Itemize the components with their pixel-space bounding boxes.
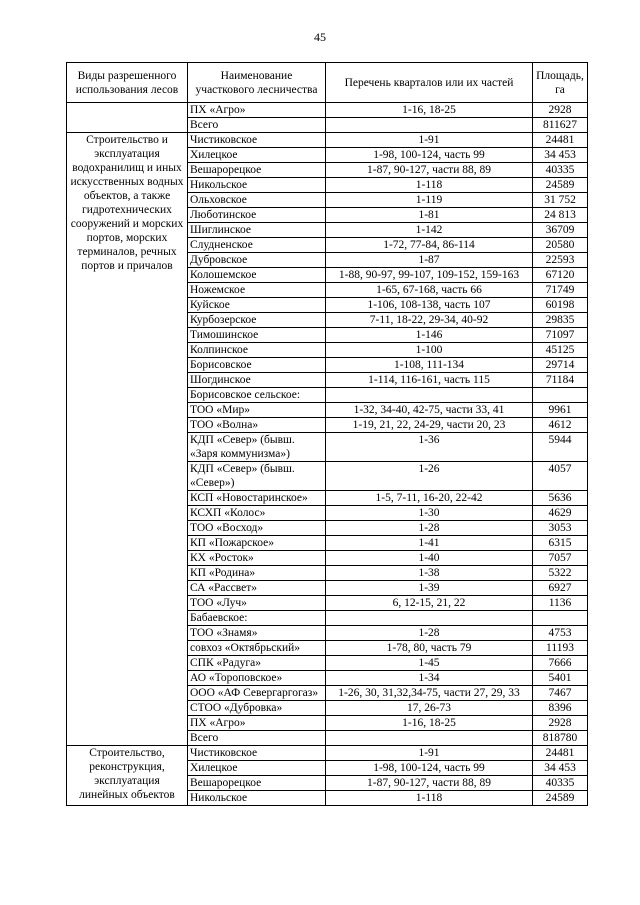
quarters-cell: 1-16, 18-25 xyxy=(326,716,533,731)
forestry-name-cell: КДП «Север» (бывш. «Север») xyxy=(188,462,326,491)
forestry-name-cell: КХ «Росток» xyxy=(188,551,326,566)
area-cell: 22593 xyxy=(533,253,588,268)
area-cell: 20580 xyxy=(533,238,588,253)
quarters-cell: 1-65, 67-168, часть 66 xyxy=(326,283,533,298)
quarters-cell: 1-34 xyxy=(326,671,533,686)
area-cell: 24481 xyxy=(533,746,588,761)
quarters-cell: 1-142 xyxy=(326,223,533,238)
forestry-name-cell: Курбозерское xyxy=(188,313,326,328)
area-cell: 4753 xyxy=(533,626,588,641)
quarters-cell: 1-98, 100-124, часть 99 xyxy=(326,148,533,163)
area-cell: 34 453 xyxy=(533,148,588,163)
quarters-cell: 1-118 xyxy=(326,791,533,806)
forestry-name-cell: Шогдинское xyxy=(188,373,326,388)
area-cell: 8396 xyxy=(533,701,588,716)
area-cell: 40335 xyxy=(533,163,588,178)
forestry-name-cell: КП «Родина» xyxy=(188,566,326,581)
header-use-types: Виды разрешенного использования лесов xyxy=(67,63,188,103)
quarters-cell xyxy=(326,611,533,626)
area-cell: 60198 xyxy=(533,298,588,313)
area-cell: 7666 xyxy=(533,656,588,671)
quarters-cell: 1-36 xyxy=(326,433,533,462)
forestry-name-cell: Никольское xyxy=(188,791,326,806)
area-cell: 40335 xyxy=(533,776,588,791)
area-cell: 71184 xyxy=(533,373,588,388)
forestry-name-cell: АО «Тороповское» xyxy=(188,671,326,686)
quarters-cell: 1-88, 90-97, 99-107, 109-152, 159-163 xyxy=(326,268,533,283)
area-cell: 4612 xyxy=(533,418,588,433)
table-row xyxy=(67,746,588,761)
forest-use-table xyxy=(66,62,588,806)
area-cell: 6315 xyxy=(533,536,588,551)
quarters-cell: 1-5, 7-11, 16-20, 22-42 xyxy=(326,491,533,506)
quarters-cell: 1-108, 111-134 xyxy=(326,358,533,373)
quarters-cell: 1-119 xyxy=(326,193,533,208)
forestry-name-cell: Борисовское xyxy=(188,358,326,373)
quarters-cell: 1-39 xyxy=(326,581,533,596)
quarters-cell: 1-45 xyxy=(326,656,533,671)
area-cell: 7057 xyxy=(533,551,588,566)
forestry-name-cell: СТОО «Дубровка» xyxy=(188,701,326,716)
forestry-name-cell: Слудненское xyxy=(188,238,326,253)
forestry-name-cell: ТОО «Луч» xyxy=(188,596,326,611)
quarters-cell: 1-16, 18-25 xyxy=(326,103,533,118)
area-cell: 31 752 xyxy=(533,193,588,208)
forestry-name-cell: совхоз «Октябрьский» xyxy=(188,641,326,656)
quarters-cell: 1-78, 80, часть 79 xyxy=(326,641,533,656)
area-cell: 24 813 xyxy=(533,208,588,223)
forestry-name-cell: Чистиковское xyxy=(188,133,326,148)
use-type-cell-linear-objects: Строительство, реконструкция, эксплуатация линейных объектов xyxy=(67,746,188,806)
area-cell: 9961 xyxy=(533,403,588,418)
quarters-cell: 1-26 xyxy=(326,462,533,491)
quarters-cell: 1-72, 77-84, 86-114 xyxy=(326,238,533,253)
forestry-name-cell: Шиглинское xyxy=(188,223,326,238)
forestry-name-cell: Чистиковское xyxy=(188,746,326,761)
area-cell: 5322 xyxy=(533,566,588,581)
forestry-name-cell: СА «Рассвет» xyxy=(188,581,326,596)
quarters-cell: 1-146 xyxy=(326,328,533,343)
quarters-cell: 1-28 xyxy=(326,626,533,641)
area-cell: 3053 xyxy=(533,521,588,536)
use-type-cell-water-objects: Строительство и эксплуатация водохранилищ и иных искусственных водных объектов, а также гидротехнических сооружений и морских портов, морских терминалов, речных портов и причалов xyxy=(67,133,188,746)
area-cell: 5636 xyxy=(533,491,588,506)
forestry-name-cell: Хилецкое xyxy=(188,761,326,776)
quarters-cell: 7-11, 18-22, 29-34, 40-92 xyxy=(326,313,533,328)
forestry-name-cell: Всего xyxy=(188,118,326,133)
quarters-cell: 1-28 xyxy=(326,521,533,536)
forestry-name-cell: ТОО «Восход» xyxy=(188,521,326,536)
area-cell: 5401 xyxy=(533,671,588,686)
quarters-cell: 1-41 xyxy=(326,536,533,551)
area-cell: 29835 xyxy=(533,313,588,328)
table-row xyxy=(67,133,588,148)
area-cell: 71749 xyxy=(533,283,588,298)
forestry-name-cell: КДП «Север» (бывш. «Заря коммунизма») xyxy=(188,433,326,462)
area-cell: 2928 xyxy=(533,716,588,731)
quarters-cell: 1-118 xyxy=(326,178,533,193)
quarters-cell: 17, 26-73 xyxy=(326,701,533,716)
area-cell: 2928 xyxy=(533,103,588,118)
area-cell: 24481 xyxy=(533,133,588,148)
quarters-cell: 1-100 xyxy=(326,343,533,358)
area-cell: 4057 xyxy=(533,462,588,491)
table-header-row xyxy=(67,63,588,103)
area-cell: 7467 xyxy=(533,686,588,701)
quarters-cell: 6, 12-15, 21, 22 xyxy=(326,596,533,611)
area-cell xyxy=(533,388,588,403)
forestry-name-cell: Колпинское xyxy=(188,343,326,358)
quarters-cell: 1-19, 21, 22, 24-29, части 20, 23 xyxy=(326,418,533,433)
forestry-name-cell: Дубровское xyxy=(188,253,326,268)
forestry-name-cell: ТОО «Волна» xyxy=(188,418,326,433)
forestry-name-cell: ООО «АФ Севергаргогаз» xyxy=(188,686,326,701)
forestry-name-cell: Бабаевское: xyxy=(188,611,326,626)
area-cell: 29714 xyxy=(533,358,588,373)
forestry-name-cell: Тимошинское xyxy=(188,328,326,343)
quarters-cell: 1-40 xyxy=(326,551,533,566)
use-type-cell-empty xyxy=(67,103,188,133)
forestry-name-cell: КСП «Новостаринское» xyxy=(188,491,326,506)
area-cell: 71097 xyxy=(533,328,588,343)
area-cell: 24589 xyxy=(533,791,588,806)
table-row xyxy=(67,103,588,118)
forestry-name-cell: Вешарорецкое xyxy=(188,776,326,791)
page-number: 45 xyxy=(314,30,326,44)
forestry-name-cell: Вешарорецкое xyxy=(188,163,326,178)
table-body xyxy=(67,103,588,806)
quarters-cell: 1-26, 30, 31,32,34-75, части 27, 29, 33 xyxy=(326,686,533,701)
forestry-name-cell: ТОО «Знамя» xyxy=(188,626,326,641)
forestry-name-cell: Никольское xyxy=(188,178,326,193)
forestry-name-cell: Ножемское xyxy=(188,283,326,298)
forestry-name-cell: ПХ «Агро» xyxy=(188,716,326,731)
area-cell: 24589 xyxy=(533,178,588,193)
area-cell: 11193 xyxy=(533,641,588,656)
quarters-cell xyxy=(326,731,533,746)
forestry-name-cell: КСХП «Колос» xyxy=(188,506,326,521)
forestry-name-cell: Всего xyxy=(188,731,326,746)
quarters-cell xyxy=(326,388,533,403)
area-cell xyxy=(533,611,588,626)
quarters-cell: 1-38 xyxy=(326,566,533,581)
quarters-cell: 1-106, 108-138, часть 107 xyxy=(326,298,533,313)
header-area: Площадь, га xyxy=(533,63,588,103)
area-cell: 4629 xyxy=(533,506,588,521)
forestry-name-cell: Колошемское xyxy=(188,268,326,283)
quarters-cell: 1-87 xyxy=(326,253,533,268)
quarters-cell: 1-30 xyxy=(326,506,533,521)
forestry-name-cell: Люботинское xyxy=(188,208,326,223)
area-cell: 5944 xyxy=(533,433,588,462)
area-cell: 1136 xyxy=(533,596,588,611)
forestry-name-cell: КП «Пожарское» xyxy=(188,536,326,551)
quarters-cell: 1-114, 116-161, часть 115 xyxy=(326,373,533,388)
quarters-cell: 1-87, 90-127, части 88, 89 xyxy=(326,163,533,178)
area-cell: 36709 xyxy=(533,223,588,238)
forestry-name-cell: ПХ «Агро» xyxy=(188,103,326,118)
forestry-name-cell: Хилецкое xyxy=(188,148,326,163)
area-cell: 818780 xyxy=(533,731,588,746)
quarters-cell: 1-91 xyxy=(326,746,533,761)
quarters-cell xyxy=(326,118,533,133)
area-cell: 67120 xyxy=(533,268,588,283)
quarters-cell: 1-98, 100-124, часть 99 xyxy=(326,761,533,776)
quarters-cell: 1-81 xyxy=(326,208,533,223)
quarters-cell: 1-32, 34-40, 42-75, части 33, 41 xyxy=(326,403,533,418)
area-cell: 6927 xyxy=(533,581,588,596)
area-cell: 34 453 xyxy=(533,761,588,776)
area-cell: 811627 xyxy=(533,118,588,133)
quarters-cell: 1-87, 90-127, части 88, 89 xyxy=(326,776,533,791)
forestry-name-cell: СПК «Радуга» xyxy=(188,656,326,671)
quarters-cell: 1-91 xyxy=(326,133,533,148)
area-cell: 45125 xyxy=(533,343,588,358)
header-quarters: Перечень кварталов или их частей xyxy=(326,63,533,103)
forestry-name-cell: Куйское xyxy=(188,298,326,313)
header-forestry-name: Наименование участкового лесничества xyxy=(188,63,326,103)
forestry-name-cell: ТОО «Мир» xyxy=(188,403,326,418)
forestry-name-cell: Ольховское xyxy=(188,193,326,208)
forestry-name-cell: Борисовское сельское: xyxy=(188,388,326,403)
